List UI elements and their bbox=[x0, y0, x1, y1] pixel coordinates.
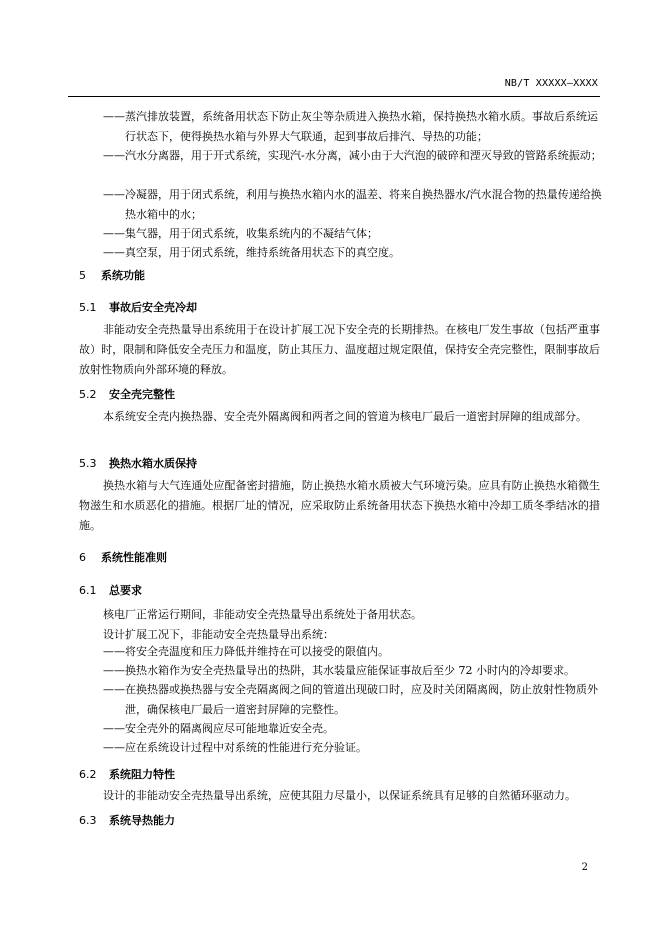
list-item-gas-collector bbox=[103, 224, 603, 244]
list-item-text: ——汽水分离器，用于开式系统，实现汽-水分离，减小由于大汽泡的破碎和湮灭导致的管路系统振动； bbox=[103, 149, 602, 162]
requirement-item bbox=[103, 680, 603, 719]
section-5-1-heading bbox=[79, 299, 197, 315]
list-item-text: ——换热水箱作为安全壳热量导出的热阱，其水装量应能保证事故后至少 72 小时内的冷却要求。 bbox=[103, 664, 575, 677]
section-6-heading bbox=[79, 549, 167, 565]
list-item-steam-exhaust bbox=[103, 107, 603, 146]
page-number: 2 bbox=[581, 862, 588, 873]
section-title: 事故后安全壳冷却 bbox=[109, 301, 197, 314]
list-item-text: ——冷凝器，用于闭式系统，利用与换热水箱内水的温差、将来自换热器水/汽水混合物的热量传递给换热水箱中的水； bbox=[103, 188, 602, 221]
list-item-text: ——集气器，用于闭式系统，收集系统内的不凝结气体； bbox=[103, 227, 378, 240]
section-6-2-heading bbox=[79, 766, 175, 782]
requirement-item bbox=[103, 661, 603, 681]
requirement-item bbox=[103, 738, 603, 758]
header-divider bbox=[68, 96, 600, 97]
list-item-separator bbox=[103, 146, 603, 166]
list-item-vacuum-pump bbox=[103, 243, 603, 263]
list-item-text: ——将安全壳温度和压力降低并维持在可以接受的限值内。 bbox=[103, 645, 389, 658]
section-number: 6.3 bbox=[79, 814, 97, 827]
section-6-1-line-2: 设计扩展工况下，非能动安全壳热量导出系统： bbox=[103, 628, 334, 641]
section-title: 换热水箱水质保持 bbox=[109, 457, 197, 470]
section-title: 系统功能 bbox=[101, 269, 145, 282]
section-number: 6.1 bbox=[79, 584, 97, 597]
section-5-1-paragraph: 非能动安全壳热量导出系统用于在设计扩展工况下安全壳的长期排热。在核电厂发生事故（包括严重事故）时，限制和降低安全壳压力和温度，防止其压力、温度超过规定限值，保持安全壳完整性，限制事故后放射性物质向外部环境的释放。 bbox=[79, 323, 600, 376]
section-6-2-paragraph: 设计的非能动安全壳热量导出系统，应使其阻力尽量小，以保证系统具有足够的自然循环驱动力。 bbox=[103, 789, 576, 802]
section-5-2-paragraph: 本系统安全壳内换热器、安全壳外隔离阀和两者之间的管道为核电厂最后一道密封屏障的组成部分。 bbox=[103, 410, 587, 423]
section-5-3-paragraph: 换热水箱与大气连通处应配备密封措施，防止换热水箱水质被大气环境污染。应具有防止换热水箱微生物滋生和水质恶化的措施。根据厂址的情况，应采取防止系统备用状态下换热水箱中冷却工质冬季结冰的措施。 bbox=[79, 479, 600, 532]
list-item-condenser bbox=[103, 185, 603, 224]
section-6-3-heading bbox=[79, 812, 175, 828]
section-title: 系统导热能力 bbox=[109, 814, 175, 827]
standard-number-header: NB/T XXXXX—XXXX bbox=[504, 78, 598, 89]
section-title: 系统性能准则 bbox=[101, 551, 167, 564]
list-item-text: ——蒸汽排放装置，系统备用状态下防止灰尘等杂质进入换热水箱，保持换热水箱水质。事故后系统运行状态下，使得换热水箱与外界大气联通，起到事故后排汽、导热的功能； bbox=[103, 110, 598, 143]
section-number: 5.2 bbox=[79, 388, 97, 401]
section-number: 6.2 bbox=[79, 768, 97, 781]
requirement-item bbox=[103, 719, 603, 739]
section-title: 总要求 bbox=[109, 584, 142, 597]
section-5-3-heading bbox=[79, 455, 197, 471]
section-5-2-heading bbox=[79, 386, 175, 402]
section-5-heading bbox=[79, 267, 145, 283]
section-number: 5 bbox=[79, 269, 86, 282]
section-number: 5.3 bbox=[79, 457, 97, 470]
requirement-item bbox=[103, 642, 603, 662]
list-item-text: ——安全壳外的隔离阀应尽可能地靠近安全壳。 bbox=[103, 722, 334, 735]
section-6-1-heading bbox=[79, 582, 142, 598]
section-title: 系统阻力特性 bbox=[109, 768, 175, 781]
section-title: 安全壳完整性 bbox=[109, 388, 175, 401]
list-item-text: ——真空泵，用于闭式系统，维持系统备用状态下的真空度。 bbox=[103, 246, 400, 259]
section-number: 5.1 bbox=[79, 301, 97, 314]
section-6-1-line-1: 核电厂正常运行期间，非能动安全壳热量导出系统处于备用状态。 bbox=[103, 608, 422, 621]
list-item-text: ——应在系统设计过程中对系统的性能进行充分验证。 bbox=[103, 741, 367, 754]
section-number: 6 bbox=[79, 551, 86, 564]
list-item-text: ——在换热器或换热器与安全壳隔离阀之间的管道出现破口时，应及时关闭隔离阀，防止放射性物质外泄，确保核电厂最后一道密封屏障的完整性。 bbox=[103, 683, 598, 716]
